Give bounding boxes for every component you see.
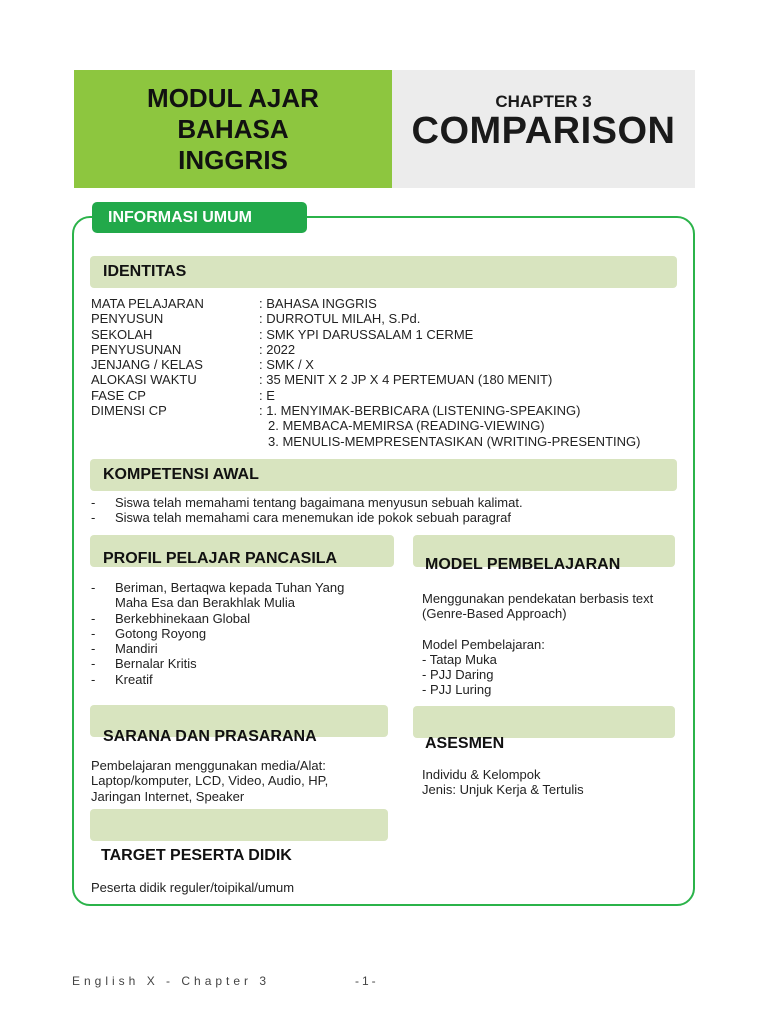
sarana-desc: Pembelajaran menggunakan media/Alat: Laptop/komputer, LCD, Video, Audio, HP, Jaringan Internet, Speaker — [91, 758, 329, 804]
sarana-bar — [90, 705, 388, 745]
list-item: - Gotong Royong — [91, 626, 351, 641]
model-pembelajaran-bar — [413, 535, 675, 573]
identitas-table — [91, 296, 691, 449]
kompetensi-awal-title: KOMPETENSI AWAL — [103, 466, 259, 483]
identitas-bar — [90, 256, 677, 288]
module-title-block — [74, 70, 392, 188]
identitas-row: JENJANG / KELAS : SMK / X — [91, 357, 314, 373]
sarana-title: SARANA DAN PRASARANA — [103, 728, 317, 745]
list-item: - Bernalar Kritis — [91, 656, 351, 671]
model-pembelajaran-title: MODEL PEMBELAJARAN — [425, 556, 621, 573]
list-item: - PJJ Daring — [422, 667, 494, 683]
chapter-title: COMPARISON — [411, 110, 676, 152]
list-item: - Beriman, Bertaqwa kepada Tuhan Yang Maha Esa dan Berakhlak Mulia — [91, 580, 351, 611]
identitas-row: SEKOLAH : SMK YPI DARUSSALAM 1 CERME — [91, 326, 474, 342]
kompetensi-awal-bar — [90, 459, 677, 491]
model-pembelajaran-content — [422, 591, 667, 698]
asesmen-bar — [413, 706, 675, 752]
identitas-row: 2. MEMBACA-MEMIRSA (READING-VIEWING) — [268, 418, 545, 434]
chapter-block — [392, 70, 695, 188]
identitas-row: PENYUSUN : DURROTUL MILAH, S.Pd. — [91, 311, 421, 327]
asesmen-title: ASESMEN — [425, 735, 505, 752]
identitas-row: MATA PELAJARAN : BAHASA INGGRIS — [91, 296, 377, 311]
module-title: MODUL AJAR BAHASA INGGRIS — [147, 82, 319, 175]
list-item: - PJJ Luring — [422, 682, 492, 698]
profil-pelajar-title: PROFIL PELAJAR PANCASILA — [103, 550, 338, 567]
asesmen-line: Individu & Kelompok — [422, 767, 541, 782]
model-pembelajaran-desc: Menggunakan pendekatan berbasis text (Genre-Based Approach) — [422, 591, 654, 622]
identitas-row: DIMENSI CP : 1. MENYIMAK-BERBICARA (LISTENING-SPEAKING) — [91, 403, 581, 419]
page-number: -1- — [355, 974, 379, 988]
chapter-label: CHAPTER 3 — [495, 92, 592, 111]
list-item: - Berkebhinekaan Global — [91, 611, 351, 626]
target-desc: Peserta didik reguler/toipikal/umum — [91, 880, 295, 895]
target-bar — [90, 809, 388, 864]
identitas-row: FASE CP : E — [91, 387, 275, 403]
list-item: - Siswa telah memahami tentang bagaimana menyusun sebuah kalimat. — [91, 495, 681, 510]
profil-pelajar-list — [91, 580, 351, 687]
list-item: - Kreatif — [91, 672, 351, 687]
identitas-row: ALOKASI WAKTU : 35 MENIT X 2 JP X 4 PERTEMUAN (180 MENIT) — [91, 372, 553, 388]
asesmen-content — [422, 767, 667, 798]
identitas-row: 3. MENULIS-MEMPRESENTASIKAN (WRITING-PRESENTING) — [268, 433, 641, 449]
identitas-row: PENYUSUNAN : 2022 — [91, 341, 296, 357]
list-item: - Siswa telah memahami cara menemukan ide pokok sebuah paragraf — [91, 510, 681, 525]
asesmen-line: Jenis: Unjuk Kerja & Tertulis — [422, 782, 584, 798]
kompetensi-awal-list — [91, 495, 681, 526]
model-pembelajaran-subtitle: Model Pembelajaran: — [422, 636, 545, 652]
target-title: TARGET PESERTA DIDIK — [101, 847, 292, 864]
list-item: - Tatap Muka — [422, 651, 497, 667]
profil-pelajar-bar — [90, 535, 394, 567]
list-item: - Mandiri — [91, 641, 351, 656]
informasi-umum-tab: INFORMASI UMUM — [92, 202, 307, 233]
footer-label: English X - Chapter 3 — [72, 974, 271, 988]
identitas-title: IDENTITAS — [103, 263, 187, 280]
